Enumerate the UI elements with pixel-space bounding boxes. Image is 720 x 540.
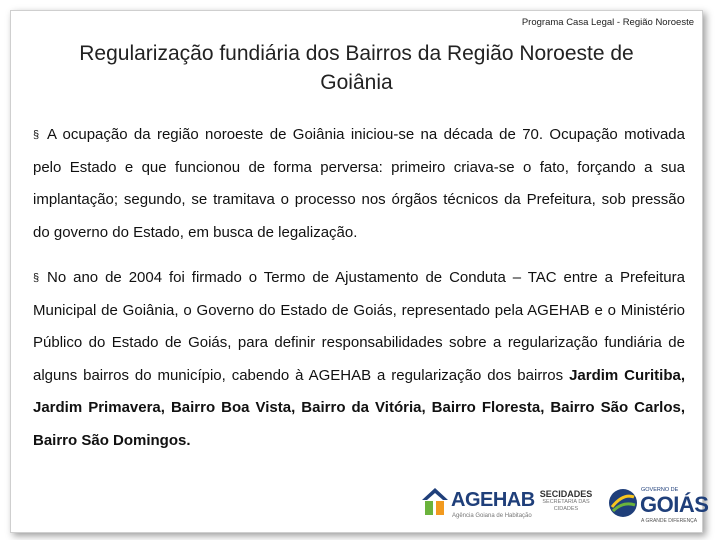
goias-small-text: GOVERNO DE [641,487,679,493]
program-tag: Programa Casa Legal - Região Noroeste [521,17,694,28]
bullet-marker: § [33,129,40,141]
agehab-name: AGEHAB [451,489,535,511]
bullet-marker: § [33,272,40,284]
paragraph-2-text: No ano de 2004 foi firmado o Termo de Ajustamento de Conduta – TAC entre a Prefeitura Municipal de Goiânia, o Governo do Estado de Goiás, representado pela AGEHAB e o Ministério Público do Estado de Goiás, para definir responsabilidades sobre a regularização fundiária de alguns bairros do município, cabendo à AGEHAB a regularização dos bairros [33,269,685,384]
goias-name: GOIÁS [640,492,709,517]
paragraph-1 [33,119,685,249]
goias-globe-icon [607,483,639,523]
agehab-logo [421,487,535,522]
footer-logos [11,481,709,531]
paragraph-1-text: A ocupação da região noroeste de Goiânia iniciou-se na década de 70. Ocupação motivada pelo Estado e que funcionou de forma perversa: primeiro criava-se o fato, forçando a sua implantação; segundo, se tramitava o processo nos órgãos técnicos da Prefeitura, sob pressão do governo do Estado, em busca de legalização. [33,126,685,241]
neighborhood-list: Jardim Curitiba, Jardim Primavera, Bairro Boa Vista, Bairro da Vitória, Bairro Floresta, Bairro São Carlos, Bairro São Domingos. [33,366,685,449]
secidades-logo [531,489,601,513]
slide [10,10,709,533]
secidades-subtitle: SECRETARIA DAS CIDADES [542,499,590,512]
paragraph-2 [33,262,685,457]
secidades-name: SECIDADES [539,489,593,499]
slide-title: Regularização fundiária dos Bairros da Região Noroeste de Goiânia [79,42,634,94]
goias-subtitle: A GRANDE DIFERENÇA [641,518,698,524]
goias-logo [607,483,709,528]
agehab-house-icon [421,487,449,517]
agehab-subtitle: Agência Goiana de Habitação [452,513,532,519]
